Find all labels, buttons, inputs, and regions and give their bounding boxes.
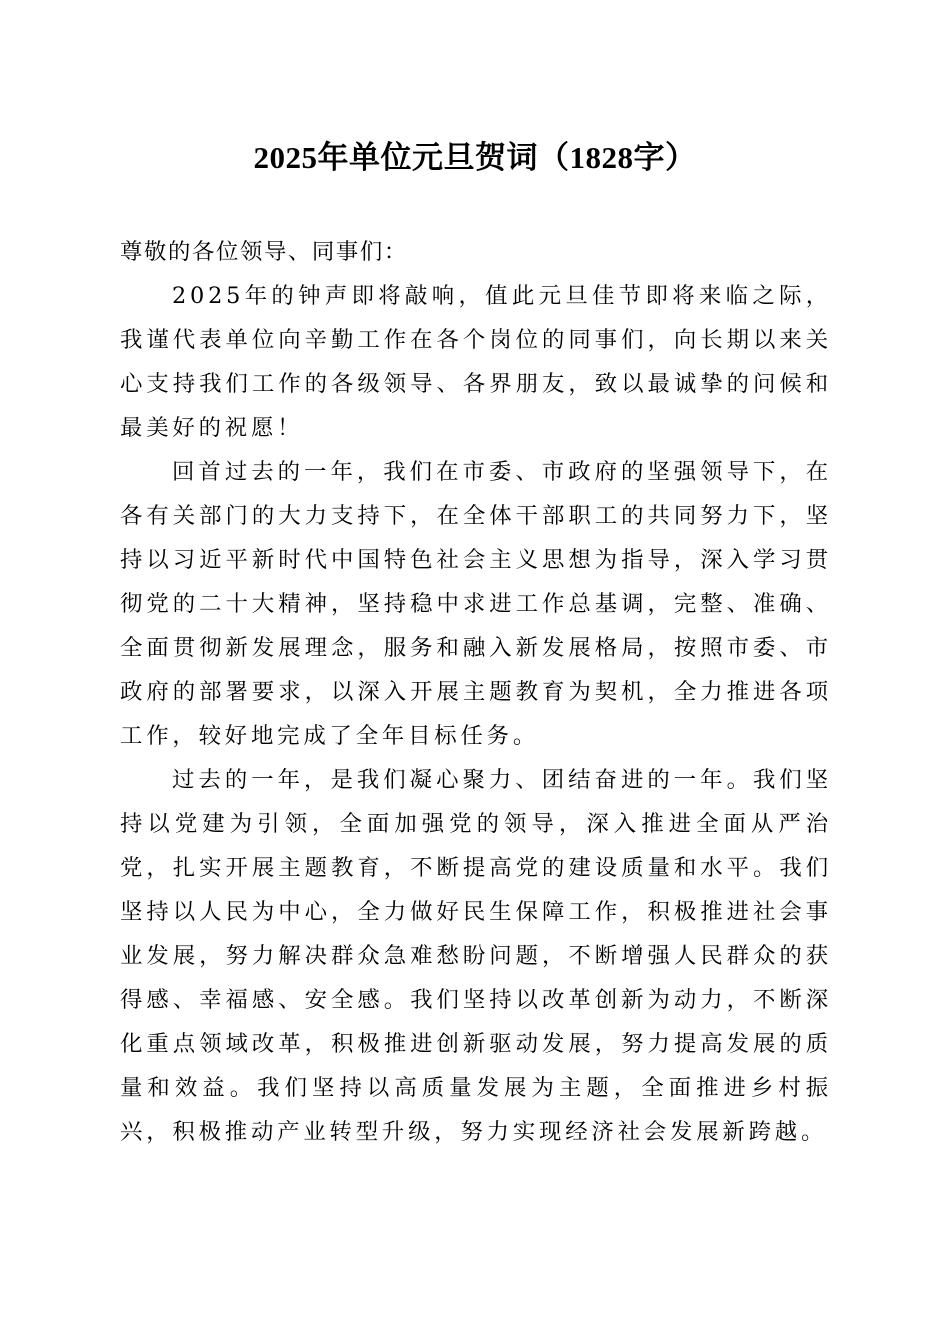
paragraph-greeting: 2025年的钟声即将敲响，值此元旦佳节即将来临之际，我谨代表单位向辛勤工作在各个岗位的同事们，向长期以来关心支持我们工作的各级领导、各界朋友，致以最诚挚的问候和最美好的祝愿！ [120,283,832,441]
paragraph-review: 回首过去的一年，我们在市委、市政府的坚强领导下，在各有关部门的大力支持下，在全体干部职工的共同努力下，坚持以习近平新时代中国特色社会主义思想为指导，深入学习贯彻党的二十大精神，坚持稳中求进工作总基调，完整、准确、全面贯彻新发展理念，服务和融入新发展格局，按照市委、市政府的部署要求，以深入开展主题教育为契机，全力推进各项工作，较好地完成了全年目标任务。 [120,459,832,749]
document-body [120,230,832,1154]
document-title: 2025年单位元旦贺词（1828字） [253,140,697,175]
paragraph-achievements: 过去的一年，是我们凝心聚力、团结奋进的一年。我们坚持以党建为引领，全面加强党的领导，深入推进全面从严治党，扎实开展主题教育，不断提高党的建设质量和水平。我们坚持以人民为中心，全力做好民生保障工作，积极推进社会事业发展，努力解决群众急难愁盼问题，不断增强人民群众的获得感、幸福感、安全感。我们坚持以改革创新为动力，不断深化重点领域改革，积极推进创新驱动发展，努力提高发展的质量和效益。我们坚持以高质量发展为主题，全面推进乡村振兴，积极推动产业转型升级，努力实现经济社会发展新跨越。 [120,767,832,1145]
salutation: 尊敬的各位领导、同事们： [120,239,408,265]
